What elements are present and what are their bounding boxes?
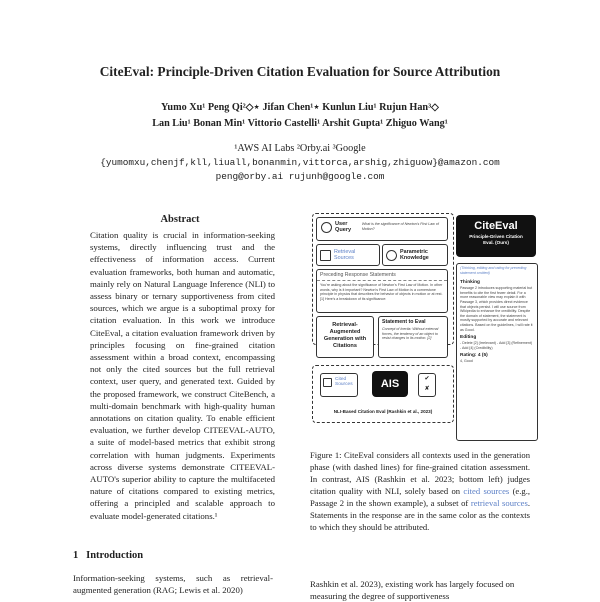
parametric-knowledge-box [382, 244, 448, 266]
section-heading [73, 550, 143, 561]
rag-box [316, 316, 374, 358]
editing-text: - Delete [2] (Irrelevant) - Add [3] (Refinement) - Add [4] (Credibility) [460, 341, 533, 350]
statement-title: Statement to Eval [382, 319, 426, 325]
author-list [0, 100, 600, 132]
statement-text: Concept of Inertia: Without external forces, the tendency of an object to resist changes in its motion. [2] [382, 327, 439, 341]
affiliations: ¹AWS AI Labs ²Orby.ai ³Google [234, 143, 366, 154]
cited-sources-label: Cited Sources [335, 377, 353, 387]
caption-part-2: (e.g., Passage 2 in the shown example), a subset of [310, 486, 530, 508]
query-text: What is the significance of Newton's First Law of Motion? [361, 222, 439, 231]
retrieval-sources-box [316, 244, 380, 266]
right-column-text: Rashkin et al. 2023), existing work has largely focused on measuring the degree of supportiveness [310, 579, 515, 602]
eval-header: (Thinking, editing and rating for preceding statement omitted) [460, 266, 527, 275]
caption-retrieval-sources: retrieval sources [470, 498, 528, 508]
user-query-box [316, 217, 448, 241]
rating-label: Rating: 4 (5) [460, 353, 488, 359]
preceding-statements-box [316, 269, 448, 313]
citeeval-output-box [456, 263, 538, 441]
authors-line-2: Lan Liu¹ Bonan Min¹ Vittorio Castelli¹ Arshit Gupta¹ Zhiguo Wang¹ [152, 118, 448, 129]
preceding-label: Preceding Response Statements [317, 270, 447, 281]
check-icon: ✔ [424, 376, 430, 382]
user-query-label: User Query [335, 221, 352, 233]
author-emails [0, 156, 600, 183]
caption-part-1: Figure 1: CiteEval considers all contexts used in the generation phase (with dashed lines) for fine-grained citation assessment. In contrast, AIS (Rashkin et al. 2023; bottom left) judges citation quality with NLI, solely based on [310, 450, 530, 496]
abstract-body: Citation quality is crucial in information-seeking systems, directly influencing trust and the effectiveness of information access. Current evaluation frameworks, both human and automatic, mainly rely on Natural Language Inference (NLI) to assess binary or ternary supportiveness from cited sources, which we argue is a suboptimal proxy for citation evaluation. In this work we introduce CiteEval, a citation evaluation framework driven by principles focusing on fine-grained citation assessment within a broad context, encompassing not only the cited sources but the full retrieval context, user query, and generated text. Guided by the proposed framework, we construct CiteBench, a multi-domain benchmark with high-quality human annotations on citation quality. To enable efficient evaluation, we further develop CITEEVAL-AUTO, a suite of model-based metrics that exhibit strong correlation with human judgments. Experiments across diverse systems demonstrate CITEEVAL-AUTO's superior ability to capture the multifaceted nature of citations compared to existing metrics, offering a principled and scalable approach to evaluate model-generated citations.¹ [90, 230, 275, 521]
rag-label: Retrieval-Augmented Generation with Citations [323, 322, 367, 349]
section-number: 1 [73, 550, 79, 561]
thinking-text: Passage 2 introduces supporting material but benefits to cite the first fewer detail. For a more reasonable view may explain it with Passage 3, which provides direct evidence that objects persist. I will use source from Wikipedia to enhance the credibility. Despite the domain of statement, the statement is mostly supported by accurate and relevant citations. Based on the guidelines, I will rate it as Good. [460, 286, 533, 332]
nli-label: NLI-Based Citation Eval (Rashkin et al., 2023) [333, 409, 433, 414]
citeeval-block [456, 215, 536, 257]
cited-sources-box [320, 373, 358, 397]
emails-line-1: {yumomxu,chenjf,kll,liuall,bonanmin,vittorca,arshig,zhiguow}@amazon.com [100, 157, 500, 168]
editing-label: Editing [460, 335, 477, 341]
document-icon [320, 250, 331, 261]
parametric-label: Parametric Knowledge [400, 249, 429, 261]
search-icon [321, 222, 332, 233]
retrieval-sources-label: Retrieval Sources [334, 249, 356, 261]
paper-title: CiteEval: Principle-Driven Citation Evaluation for Source Attribution [99, 64, 501, 79]
authors-line-1: Yumo Xu¹ Peng Qi²◇⋆ Jifan Chen¹⋆ Kunlun Liu¹ Rujun Han³◇ [161, 102, 439, 113]
binary-judgment-box [418, 373, 436, 397]
intro-text: Information-seeking systems, such as retrieval-augmented generation (RAG; Lewis et al. 2020) [73, 573, 273, 596]
preceding-text: You're asking about the significance of Newton's First Law of Motion. In other words, why is it important? Newton's First Law of Motion is a cornerstone principle in physics that describes the behavior of objects in motion or at rest. [1] Here's a breakdown of its significance: [320, 283, 443, 301]
figure-1 [312, 213, 537, 441]
section-title: Introduction [86, 550, 144, 561]
cross-icon: ✘ [424, 386, 430, 392]
rating-value: 4, Good [460, 359, 473, 364]
caption-cited-sources: cited sources [463, 486, 510, 496]
abstract-heading: Abstract [160, 214, 200, 225]
statement-box [378, 316, 448, 358]
emails-line-2: peng@orby.ai rujunh@google.com [215, 170, 385, 182]
ais-block: AIS [372, 371, 408, 397]
thinking-label: Thinking [460, 280, 480, 286]
citeeval-subtitle: Principle-Driven Citation Eval. (Ours) [469, 234, 523, 245]
figure-caption [310, 449, 530, 533]
caption-part-3: . Statements in the response are in the same color as the contexts to which they should be attributed. [310, 498, 530, 532]
citeeval-title: CiteEval [474, 220, 518, 232]
document-icon [323, 378, 332, 387]
brain-icon [386, 250, 397, 261]
